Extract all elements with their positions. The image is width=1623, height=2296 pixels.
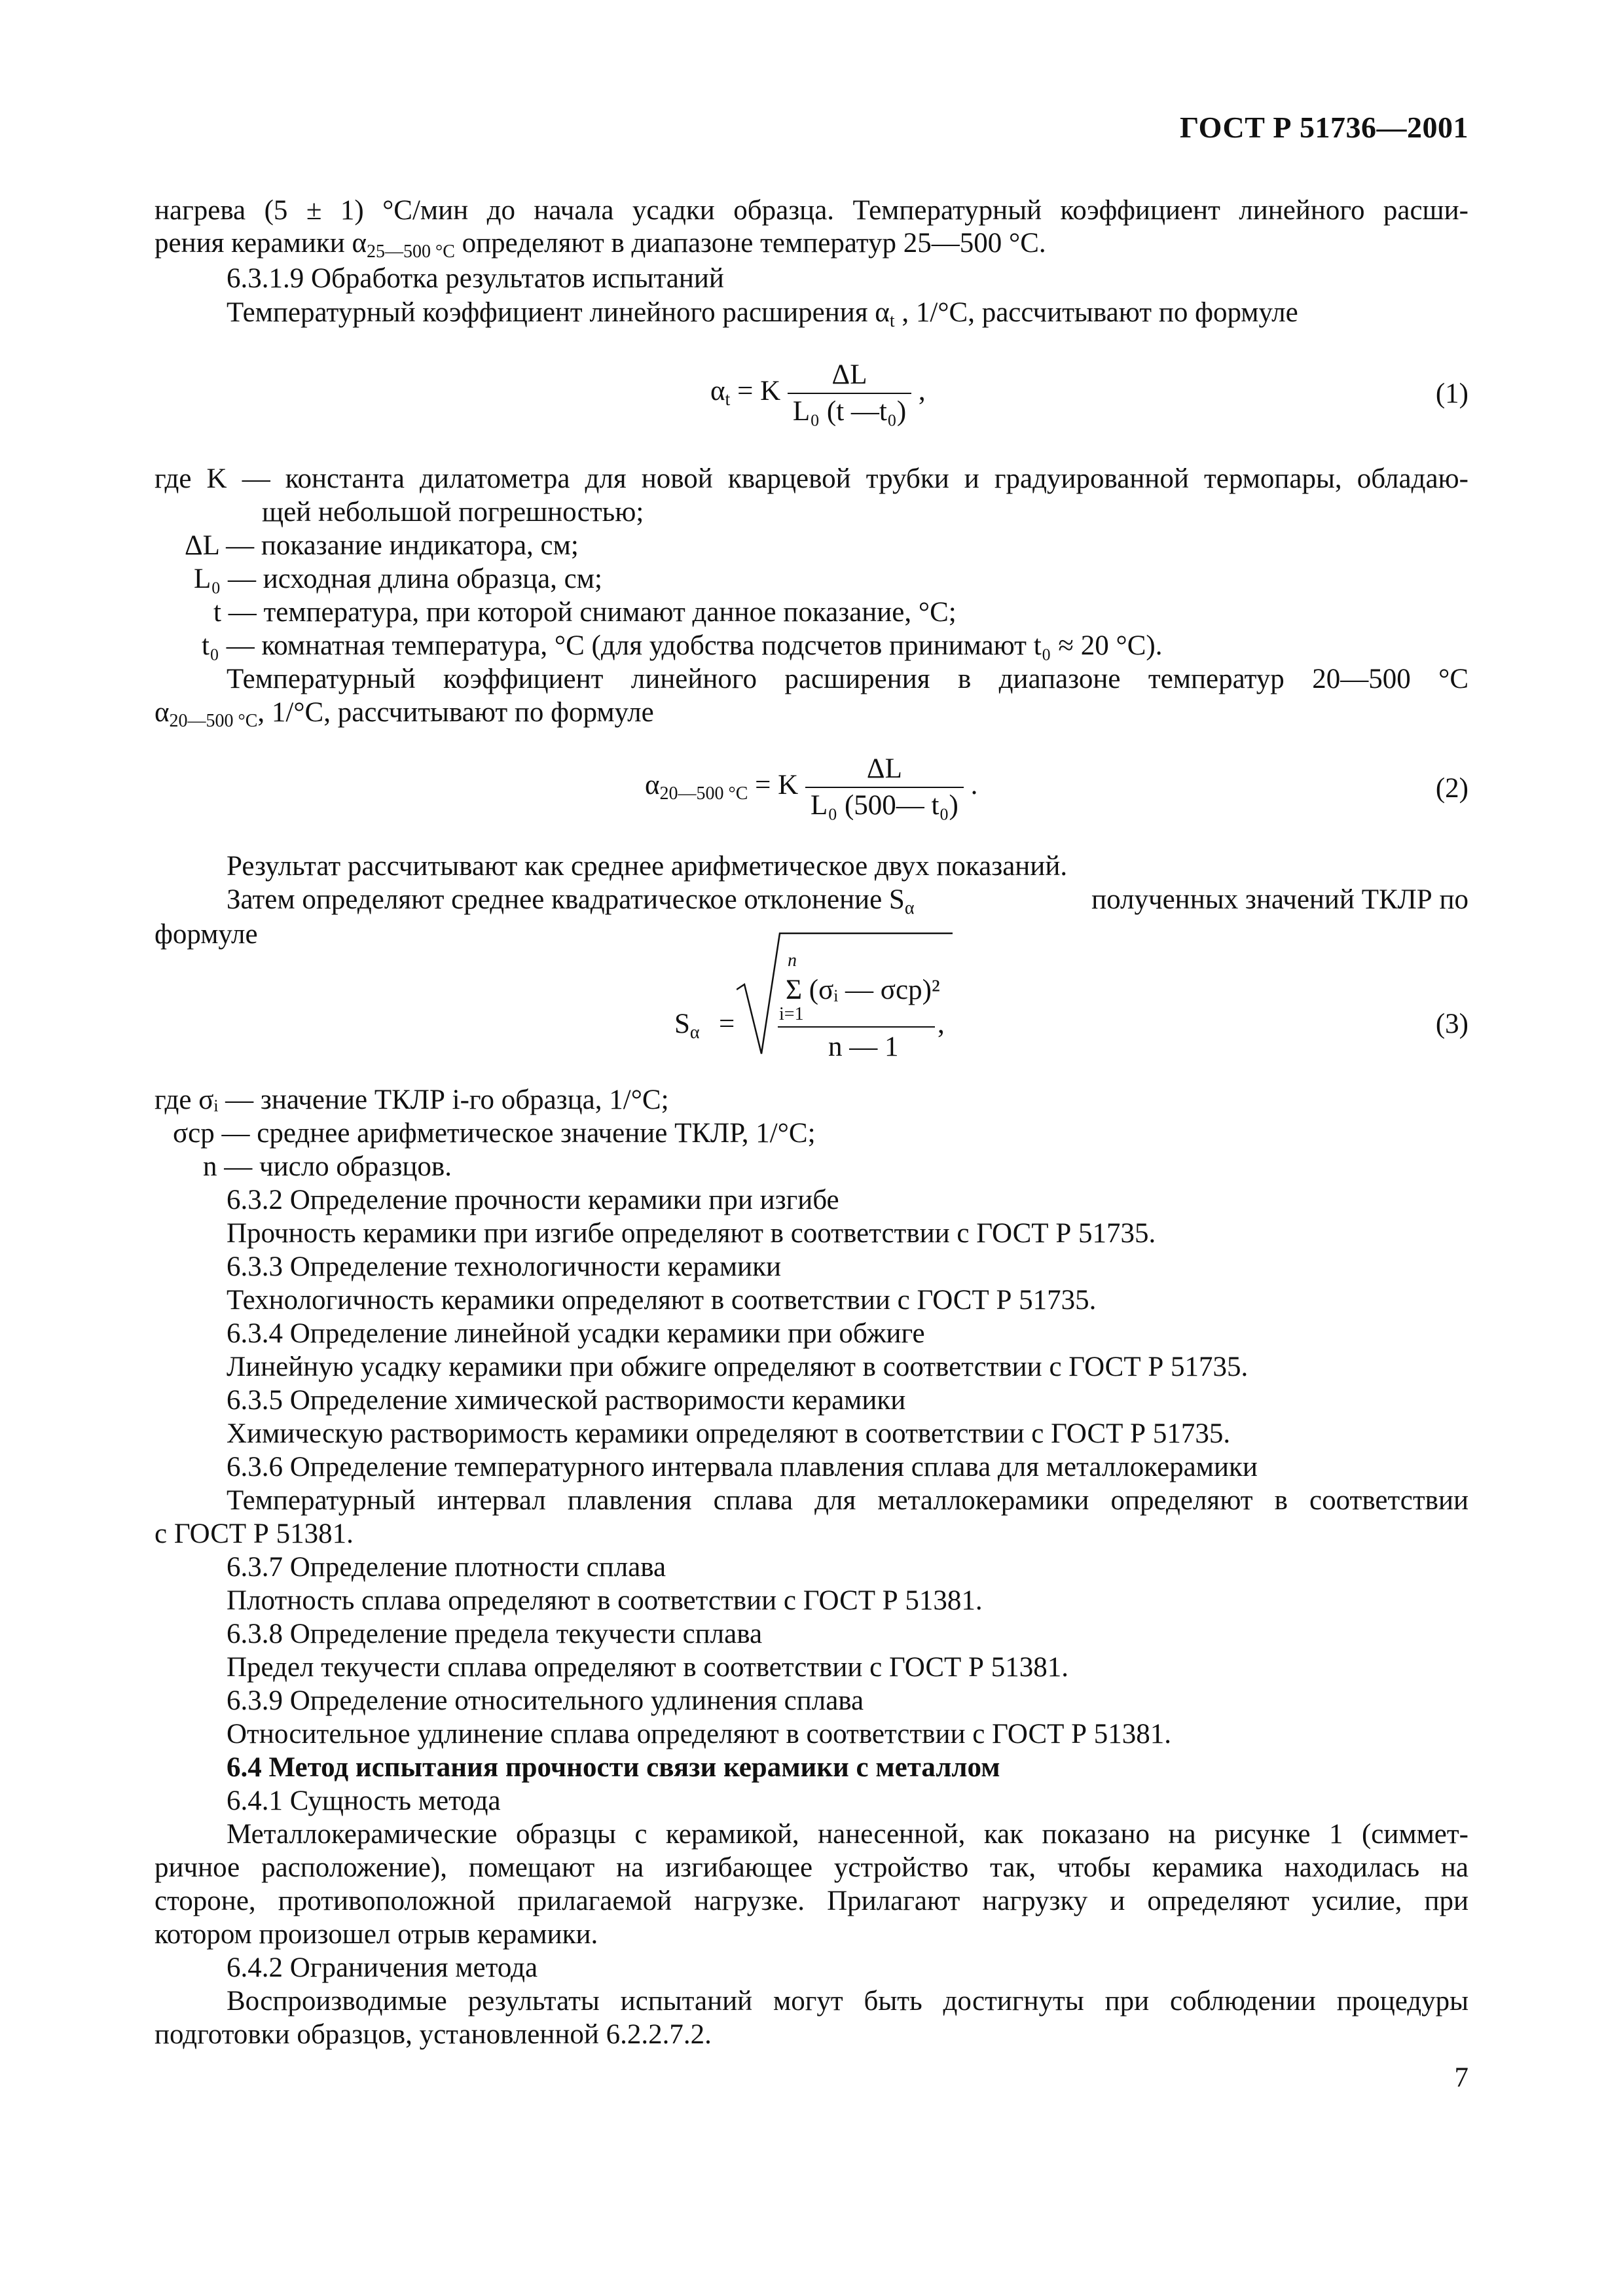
- section-line: 6.3.9 Определение относительного удлинения сплава: [227, 1685, 864, 1716]
- section-line: 6.3.3 Определение технологичности керамики: [227, 1251, 782, 1282]
- section-line: Предел текучести сплава определяют в соответствии с ГОСТ Р 51381.: [227, 1652, 1068, 1683]
- sum-upper-limit: n: [788, 950, 797, 971]
- section-line: 6.3.5 Определение химической растворимости керамики: [227, 1385, 906, 1416]
- section-6-4-1-text: Металлокерамические образцы с керамикой, нанесенной, как показано на рисунке 1 (симмет-: [227, 1819, 1468, 1850]
- after2-line-2: Затем определяют среднее квадратическое отклонение $S_\alpha$ полученных значений ТКЛР по: [227, 884, 1468, 918]
- mid-line-2: $\alpha_{20—500 ^\circ С}$, 1/°С, рассчитывают по формуле: [155, 697, 654, 731]
- page-number: 7: [1454, 2062, 1468, 2093]
- mid-line-1: Температурный коэффициент линейного расширения в диапазоне температур 20—500 °С: [227, 664, 1468, 694]
- where-k-line-2: щей небольшой погрешностью;: [262, 497, 644, 528]
- section-line: Технологичность керамики определяют в соответствии с ГОСТ Р 51735.: [227, 1285, 1097, 1316]
- after2-line-3: формуле: [155, 919, 258, 950]
- section-line: 6.3.4 Определение линейной усадки керамики при обжиге: [227, 1318, 925, 1349]
- section-6-4-2-text: Воспроизводимые результаты испытаний могут быть достигнуты при соблюдении процедуры: [227, 1986, 1468, 2017]
- where-k-line-1: где K — константа дилатометра для новой кварцевой трубки и градуированной термопары, обладаю-: [155, 463, 1468, 494]
- section-6-3-6-text: Температурный интервал плавления сплава для металлокерамики определяют в соответствии: [227, 1485, 1468, 1516]
- section-6-3-6-text-end: с ГОСТ Р 51381.: [155, 1518, 354, 1549]
- section-line: Химическую растворимость керамики определяют в соответствии с ГОСТ Р 51735.: [227, 1418, 1231, 1449]
- where-n: n — число образцов.: [203, 1151, 452, 1182]
- section-6-4-1: 6.4.1 Сущность метода: [227, 1785, 501, 1816]
- section-line: Линейную усадку керамики при обжиге определяют в соответствии с ГОСТ Р 51735.: [227, 1352, 1249, 1382]
- section-line: 6.3.8 Определение предела текучести сплава: [227, 1619, 763, 1649]
- where-l0: L₀ — исходная длина образца, см;: [194, 564, 602, 594]
- section-6-4-2: 6.4.2 Ограничения метода: [227, 1952, 538, 1983]
- formula-1-number: (1): [1435, 378, 1468, 409]
- where-sigma-i: где σᵢ — значение ТКЛР i-го образца, 1/°С;: [155, 1085, 669, 1115]
- formula-3-numerator: Σ (σᵢ — σср)²: [786, 975, 940, 1005]
- section-6-3-1-9: 6.3.1.9 Обработка результатов испытаний: [227, 263, 724, 294]
- section-line: Прочность керамики при изгибе определяют в соответствии с ГОСТ Р 51735.: [227, 1218, 1156, 1249]
- where-t: t — температура, при которой снимают данное показание, °С;: [213, 597, 957, 628]
- section-line: Плотность сплава определяют в соответствии с ГОСТ Р 51381.: [227, 1585, 983, 1616]
- section-6-4-2-text-end: подготовки образцов, установленной 6.2.2.7.2.: [155, 2019, 712, 2050]
- sum-lower-limit: i=1: [779, 1004, 804, 1024]
- where-t0: t₀ — комнатная температура, °С (для удобства подсчетов принимают t₀ ≈ 20 °С).: [202, 630, 1163, 661]
- formula-2-fraction: $\frac{\Delta L}{\text{L₀ (500— t₀)}}$: [805, 751, 964, 823]
- section-6-4-1-text: ричное расположение), помещают на изгибающее устройство так, чтобы керамика находилась на: [155, 1852, 1468, 1883]
- section-line: 6.3.7 Определение плотности сплава: [227, 1552, 666, 1583]
- where-delta-l: ΔL — показание индикатора, см;: [185, 530, 579, 561]
- formula-2-number: (2): [1435, 773, 1468, 804]
- formula-3-denominator: n — 1: [828, 1031, 899, 1062]
- section-line: Относительное удлинение сплава определяют в соответствии с ГОСТ Р 51381.: [227, 1719, 1172, 1749]
- formula-3-lhs: $S_\alpha$: [674, 1009, 700, 1043]
- section-6-4-1-text: стороне, противоположной прилагаемой нагрузке. Прилагают нагрузку и определяют усилие, при: [155, 1886, 1468, 1916]
- formula-1-fraction: $\frac{\Delta L}{\text{L₀ (t —t₀)}}$: [788, 357, 911, 429]
- formula1-intro: Температурный коэффициент линейного расширения $\alpha_t$ , 1/°С, рассчитывают по формуле: [227, 297, 1298, 331]
- section-6-4-1-text-end: котором произошел отрыв керамики.: [155, 1919, 598, 1950]
- intro-line-2: рения керамики $\alpha_{25—500 ^\circ С}$ определяют в диапазоне температур 25—500 °С.: [155, 228, 1046, 262]
- intro-line-1: нагрева (5 ± 1) °С/мин до начала усадки образца. Температурный коэффициент линейного расши-: [155, 195, 1468, 226]
- formula-3-number: (3): [1435, 1009, 1468, 1039]
- formula-2: $\alpha_{20—500 ^\circ С} = K$ $\frac{\Delta L}{\text{L₀ (500— t₀)}}$ .: [645, 751, 977, 823]
- formula-3-tail: ,: [938, 1009, 945, 1039]
- after2-line-1: Результат рассчитывают как среднее арифметическое двух показаний.: [227, 851, 1068, 882]
- section-line: 6.3.6 Определение температурного интервала плавления сплава для металлокерамики: [227, 1452, 1258, 1482]
- formula-3-fraction-bar: [778, 1025, 935, 1029]
- formula-1: $\alpha_t = K$ $\frac{\Delta L}{\text{L₀ (t —t₀)}}$ ,: [710, 357, 926, 429]
- document-header: ГОСТ Р 51736—2001: [1180, 111, 1468, 144]
- formula-3-equals: =: [719, 1009, 735, 1039]
- section-line: 6.3.2 Определение прочности керамики при изгибе: [227, 1185, 839, 1215]
- section-6-4-title: 6.4 Метод испытания прочности связи керамики с металлом: [227, 1752, 1000, 1783]
- where-sigma-cp: σср — среднее арифметическое значение ТКЛР, 1/°С;: [173, 1118, 816, 1149]
